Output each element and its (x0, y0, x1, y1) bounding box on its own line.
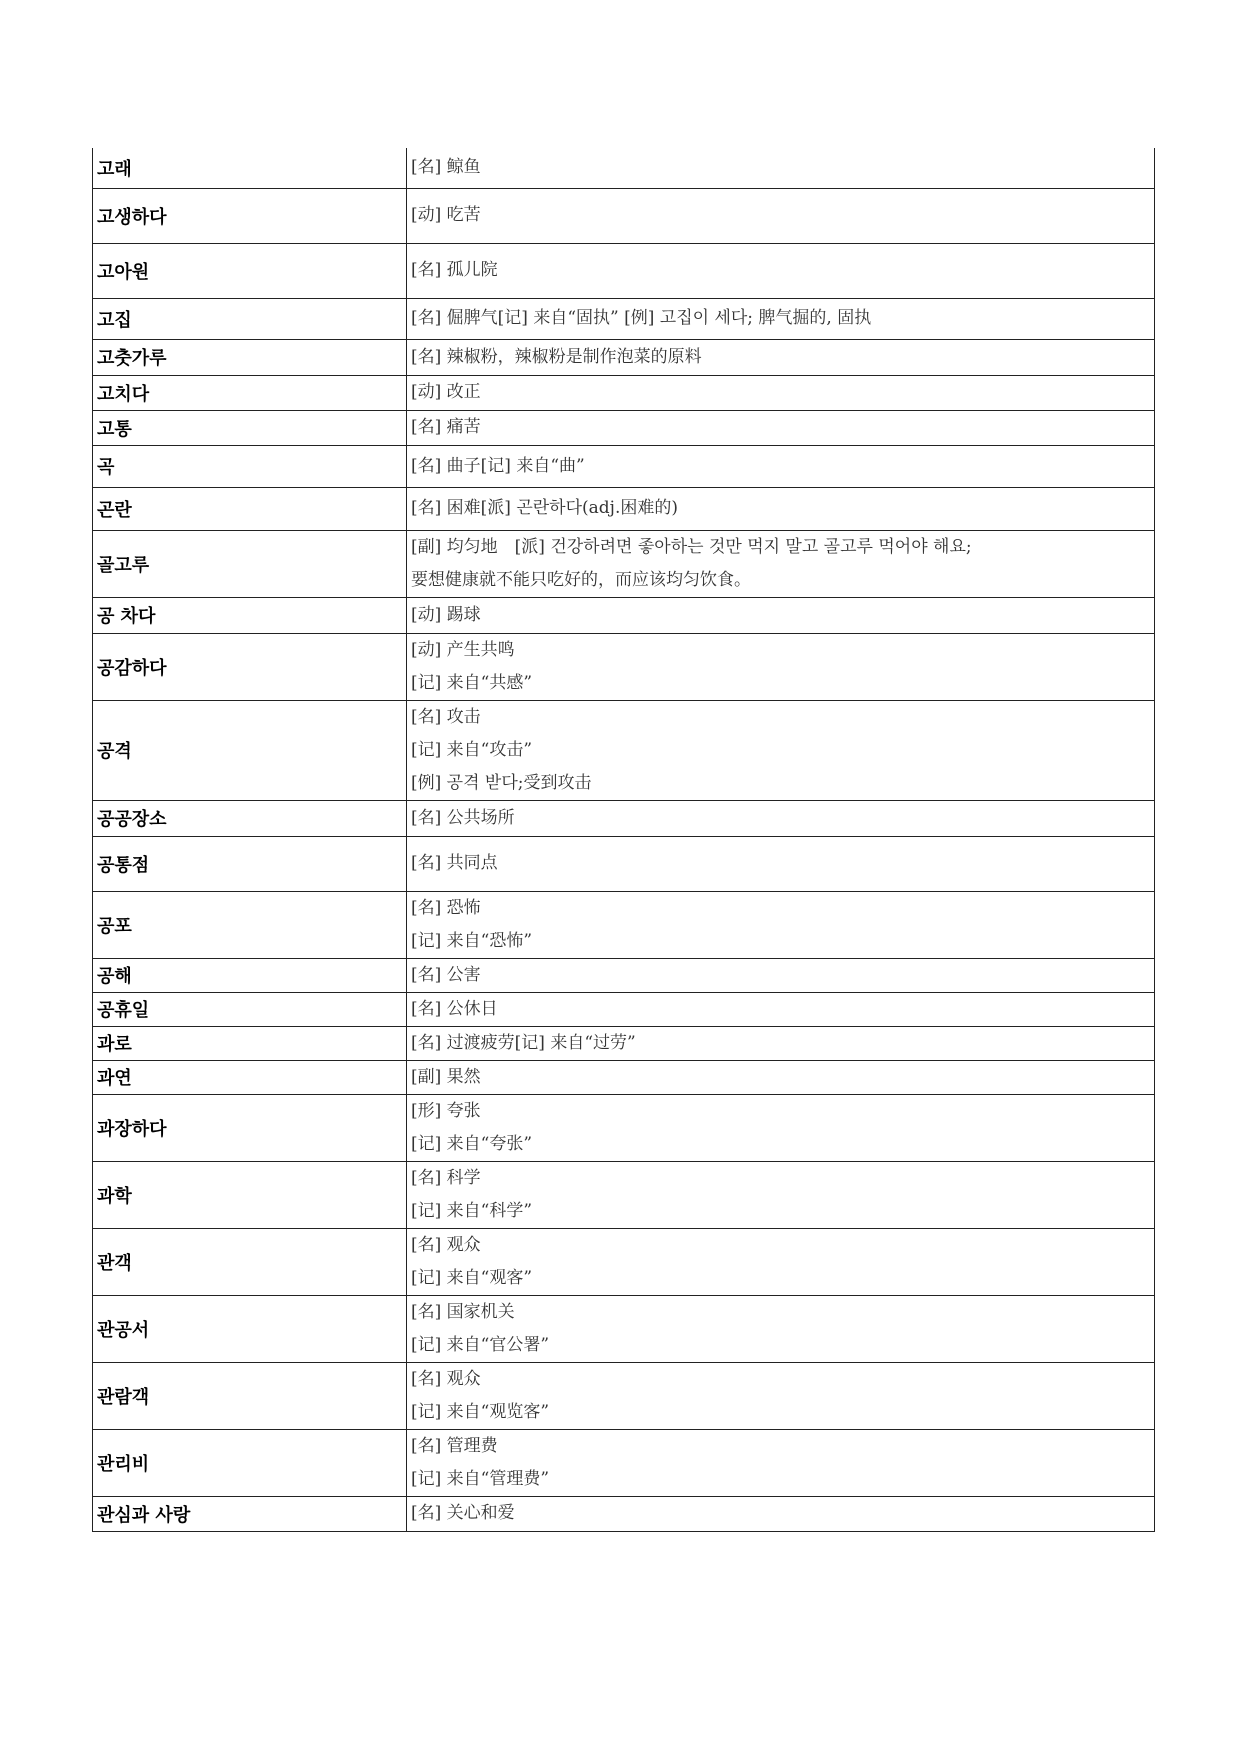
table-row (93, 410, 1155, 445)
entry-word: 공포 (93, 891, 407, 958)
definition-line: [记] 来自“共感” (411, 672, 533, 693)
definition-line: [动] 踢球 (411, 604, 481, 625)
definition-line: [名] 观众 (411, 1234, 481, 1255)
table-row (93, 836, 1155, 891)
table-row (93, 1362, 1155, 1429)
definition-line: [名] 过渡疲劳[记] 来自“过劳” (411, 1032, 636, 1053)
definition-line: [记] 来自“夸张” (411, 1133, 533, 1154)
table-row (93, 992, 1155, 1026)
definition-line: [记] 来自“管理费” (411, 1468, 550, 1489)
table-row (93, 1496, 1155, 1531)
table-row (93, 1060, 1155, 1094)
definition-line: [名] 公共场所 (411, 807, 515, 828)
entry-word: 과연 (93, 1060, 407, 1094)
definition-line: [名] 公害 (411, 964, 481, 985)
entry-word: 관객 (93, 1228, 407, 1295)
entry-word: 과로 (93, 1026, 407, 1060)
table-row (93, 188, 1155, 243)
entry-definition (407, 410, 1155, 445)
definition-line: [名] 孤儿院 (411, 260, 498, 280)
table-row (93, 298, 1155, 339)
table-row (93, 1026, 1155, 1060)
definition-line: [名] 攻击 (411, 706, 481, 727)
definition-line: [名] 公休日 (411, 998, 498, 1019)
definition-line: [名] 国家机关 (411, 1301, 515, 1322)
definition-line: [例] 공격 받다;受到攻击 (411, 772, 592, 793)
table-row (93, 1295, 1155, 1362)
entry-word: 관리비 (93, 1429, 407, 1496)
definition-line: [名] 曲子[记] 来自“曲” (411, 455, 585, 476)
entry-definition (407, 1026, 1155, 1060)
table-row (93, 243, 1155, 298)
entry-word: 공휴일 (93, 992, 407, 1026)
entry-word: 고생하다 (93, 188, 407, 243)
entry-definition (407, 243, 1155, 298)
table-row (93, 375, 1155, 410)
definition-line: [名] 倔脾气[记] 来自“固执” [例] 고집이 세다; 脾气掘的, 固执 (411, 308, 872, 328)
definition-line: [名] 观众 (411, 1368, 481, 1389)
table-row (93, 487, 1155, 530)
entry-word: 관심과 사랑 (93, 1496, 407, 1531)
definition-line: [记] 来自“科学” (411, 1200, 533, 1221)
entry-word: 관공서 (93, 1295, 407, 1362)
entry-definition (407, 1228, 1155, 1295)
entry-definition (407, 1094, 1155, 1161)
entry-word: 고래 (93, 148, 407, 188)
entry-word: 고춧가루 (93, 339, 407, 375)
entry-word: 고아원 (93, 243, 407, 298)
table-row (93, 1094, 1155, 1161)
entry-definition (407, 530, 1155, 597)
entry-definition (407, 992, 1155, 1026)
table-row (93, 148, 1155, 188)
entry-definition (407, 1362, 1155, 1429)
vocabulary-table (92, 148, 1155, 1532)
table-row (93, 1228, 1155, 1295)
entry-word: 과장하다 (93, 1094, 407, 1161)
definition-line: [动] 吃苦 (411, 205, 481, 225)
entry-definition (407, 1161, 1155, 1228)
entry-word: 골고루 (93, 530, 407, 597)
table-row (93, 633, 1155, 700)
entry-definition (407, 800, 1155, 836)
table-row (93, 1161, 1155, 1228)
entry-definition (407, 836, 1155, 891)
entry-word: 고통 (93, 410, 407, 445)
entry-definition (407, 298, 1155, 339)
table-row (93, 445, 1155, 487)
definition-line: [形] 夸张 (411, 1100, 481, 1121)
table-row (93, 800, 1155, 836)
table-row (93, 339, 1155, 375)
entry-word: 공해 (93, 958, 407, 992)
definition-line: [名] 管理费 (411, 1435, 498, 1456)
definition-line: [副] 均匀地 [派] 건강하려면 좋아하는 것만 먹지 말고 골고루 먹어야 해요; (411, 536, 972, 557)
definition-line: [名] 痛苦 (411, 417, 481, 437)
entry-definition (407, 445, 1155, 487)
definition-line: [动] 改正 (411, 382, 481, 402)
entry-definition (407, 375, 1155, 410)
entry-definition (407, 1295, 1155, 1362)
entry-word: 곤란 (93, 487, 407, 530)
definition-line: [名] 科学 (411, 1167, 481, 1188)
entry-word: 공공장소 (93, 800, 407, 836)
entry-definition (407, 487, 1155, 530)
table-row (93, 958, 1155, 992)
vocabulary-table-body (93, 148, 1155, 1531)
entry-word: 공통점 (93, 836, 407, 891)
definition-line: [记] 来自“恐怖” (411, 930, 533, 951)
entry-definition (407, 633, 1155, 700)
entry-definition (407, 891, 1155, 958)
entry-definition (407, 1060, 1155, 1094)
definition-line: [名] 共同点 (411, 853, 498, 873)
entry-definition (407, 1429, 1155, 1496)
definition-line: [名] 恐怖 (411, 897, 481, 918)
entry-word: 과학 (93, 1161, 407, 1228)
entry-definition (407, 339, 1155, 375)
definition-line: [副] 果然 (411, 1066, 481, 1087)
entry-definition (407, 597, 1155, 633)
definition-line: [名] 关心和爱 (411, 1503, 515, 1523)
definition-line: 要想健康就不能只吃好的，而应该均匀饮食。 (411, 569, 751, 590)
table-row (93, 891, 1155, 958)
table-row (93, 1429, 1155, 1496)
entry-definition (407, 700, 1155, 800)
definition-line: [名] 辣椒粉，辣椒粉是制作泡菜的原料 (411, 346, 702, 367)
entry-definition (407, 958, 1155, 992)
entry-word: 고치다 (93, 375, 407, 410)
entry-definition (407, 188, 1155, 243)
table-row (93, 700, 1155, 800)
entry-word: 곡 (93, 445, 407, 487)
entry-word: 공 차다 (93, 597, 407, 633)
definition-line: [名] 鲸鱼 (411, 157, 481, 178)
table-row (93, 597, 1155, 633)
definition-line: [记] 来自“攻击” (411, 739, 533, 760)
entry-definition (407, 148, 1155, 188)
definition-line: [动] 产生共鸣 (411, 639, 515, 660)
definition-line: [记] 来自“观客” (411, 1267, 533, 1288)
table-row (93, 530, 1155, 597)
entry-word: 고집 (93, 298, 407, 339)
entry-word: 공감하다 (93, 633, 407, 700)
definition-line: [名] 困难[派] 곤란하다(adj.困难的) (411, 498, 678, 518)
entry-word: 공격 (93, 700, 407, 800)
entry-word: 관람객 (93, 1362, 407, 1429)
definition-line: [记] 来自“官公署” (411, 1334, 550, 1355)
entry-definition (407, 1496, 1155, 1531)
definition-line: [记] 来自“观览客” (411, 1401, 550, 1422)
